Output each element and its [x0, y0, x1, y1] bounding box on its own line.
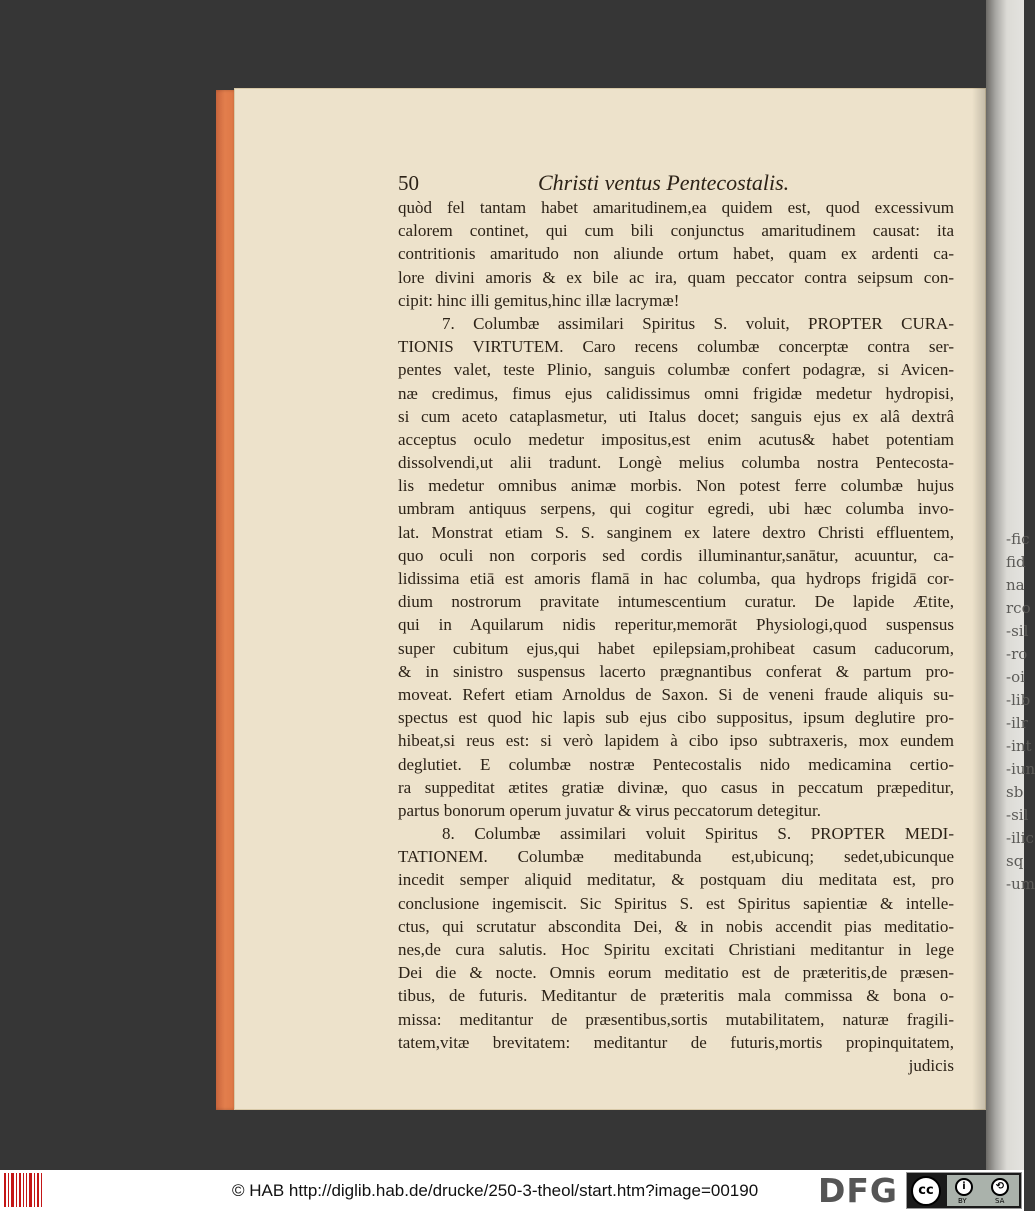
text-line: nes,de cura salutis. Hoc Spiritu excitati Christiani meditantur in lege [398, 940, 954, 959]
text-line: lis medetur omnibus animæ morbis. Non potest ferre columbæ hujus [398, 476, 954, 496]
barcode-bar [26, 1173, 27, 1207]
next-page-text-fragment: sq [1006, 852, 1024, 870]
text-line: dissolvendi,ut alii tradunt. Longè melius columba nostra Pentecosta- [398, 453, 954, 473]
running-title: Christi ventus Pentecostalis. [538, 170, 790, 195]
text-line: ra suppeditat ætites gratiæ divinæ, quo casus in peccatum præpeditur, [398, 777, 954, 797]
barcode-bar [11, 1173, 14, 1207]
text-line: si cum aceto cataplasmetur, uti Italus docet; sanguis ejus ex alâ dextrâ [398, 406, 954, 426]
text-line: acceptus oculo medetur impositus,est enim acutus& habet potentiam [398, 429, 954, 449]
next-page-text-fragment: -fic [1006, 530, 1030, 548]
text-line: tibus, de futuris. Meditantur de præteritis mala commissa & bona o- [398, 986, 954, 1006]
page-gutter-shadow [972, 88, 986, 1110]
text-line: lidissima etiā est amoris flamā in hac columba, qua hydrops frigidā cor- [398, 569, 954, 588]
footer-bar [0, 1170, 1024, 1211]
text-line: umbram antiquus serpens, qui cogitur egredi, ubi hæc columba invo- [398, 499, 954, 519]
text-line: cipit: hinc illi gemitus,hinc illæ lacrymæ! [398, 290, 680, 310]
copyright-link[interactable]: © HAB http://diglib.hab.de/drucke/250-3-theol/start.htm?image=00190 [232, 1181, 759, 1200]
barcode-bar [23, 1173, 24, 1207]
next-page-text-fragment: -ro [1006, 645, 1028, 663]
barcode-bar [41, 1173, 42, 1207]
next-page-text-fragment: rco [1006, 599, 1031, 617]
text-line: lore divini amoris & ex bile ac ira, quam peccator contra seipsum con- [398, 267, 954, 287]
text-line: & in sinistro suspensus lacerto prægnantibus conferat & partum pro- [398, 661, 954, 681]
text-line: tatem,vitæ brevitatem: meditantur de futuris,mortis propinquitatem, [398, 1032, 954, 1052]
text-line: quòd fel tantam habet amaritudinem,ea quidem est, quod excessivum [398, 198, 954, 217]
text-line: pentes valet, teste Plinio, sanguis columbæ confert podagræ, si Avicen- [398, 360, 954, 380]
hab-barcode-logo[interactable] [4, 1173, 48, 1207]
page-number: 50 [398, 171, 419, 195]
barcode-bar [34, 1173, 35, 1207]
text-line: calorem continet, qui cum bili conjunctus amaritudinem causat: ita [398, 221, 954, 241]
next-page-text-fragment: -sil [1006, 622, 1029, 640]
next-page-text-fragment: -um [1006, 875, 1035, 893]
sa-icon: ⟲ [991, 1178, 1009, 1196]
cc-license-badge[interactable] [906, 1172, 1022, 1209]
next-page-text-fragment: -int [1006, 737, 1032, 755]
next-page-text-fragment: -ilr [1006, 714, 1028, 732]
next-page-sliver [986, 0, 1035, 1170]
text-line: missa: meditantur de præsentibus,sortis mutabilitatem, naturæ fragili- [398, 1009, 954, 1029]
next-page-text-fragment: -lib [1006, 691, 1031, 709]
page-header [398, 160, 954, 196]
text-line: 8. Columbæ assimilari voluit Spiritus S. PROPTER MEDI- [442, 824, 954, 844]
text-line: næ credimus, fimus ejus calidissimus omni frigidæ medetur hydropisi, [398, 383, 954, 403]
text-line: TATIONEM. Columbæ meditabunda est,ubicunq; sedet,ubicunque [398, 847, 954, 867]
text-line: TIONIS VIRTUTEM. Caro recens columbæ concerptæ contra ser- [398, 337, 954, 357]
text-line: conclusione ingemiscit. Sic Spiritus S. est Spiritus sapientiæ & intelle- [398, 893, 954, 913]
next-page-text-fragment: fid [1006, 553, 1026, 571]
barcode-bar [8, 1173, 9, 1207]
next-page-text-fragment: na [1006, 576, 1025, 594]
text-line: contritionis amaritudo non aliunde ortum habet, quam ex ardenti ca- [398, 244, 954, 264]
barcode-bar [19, 1173, 21, 1207]
text-line: quo oculi non corporis sed cordis illuminantur,sanātur, acuuntur, ca- [398, 545, 954, 565]
barcode-bar [4, 1173, 6, 1207]
barcode-bar [37, 1173, 39, 1207]
dfg-logo[interactable]: DFG [818, 1171, 899, 1210]
text-line: moveat. Refert etiam Arnoldus de Saxon. Si de veneni fraude aliquis su- [398, 684, 954, 704]
by-icon: i [955, 1178, 973, 1196]
catchword: judicis [908, 1055, 954, 1075]
cc-by-label: BY [958, 1197, 967, 1205]
next-page-text-fragment: sb [1006, 783, 1024, 801]
text-line: dium nostrorum pravitate intumescentium curatur. De lapide Ætite, [398, 592, 954, 612]
text-line: hibeat,si reus est: si verò lapidem à cibo ipso subtraxeris, mox eundem [398, 731, 954, 751]
cc-icon: cc [911, 1176, 941, 1206]
next-page-text-fragment: -oi [1006, 668, 1025, 686]
cc-sa-label: SA [995, 1197, 1005, 1205]
next-page-text-fragment: -iun [1006, 760, 1035, 778]
next-page-text-fragment: -sil [1006, 806, 1029, 824]
barcode-bar [29, 1173, 32, 1207]
text-line: deglutiet. E columbæ nostræ Pentecostalis nido medicamina certio- [398, 754, 954, 774]
barcode-bar [16, 1173, 17, 1207]
next-page-text-fragment: -ilic [1006, 829, 1034, 847]
body-text [398, 196, 954, 1077]
text-line: ctus, qui scrutatur abscondita Dei, & in nobis accendit pias meditatio- [398, 916, 954, 936]
text-line: partus bonorum operum juvatur & virus peccatorum detegitur. [398, 800, 822, 820]
cc-attribution-panel [947, 1175, 1019, 1206]
text-line: spectus est quod hic lapis sub ejus cibo suppositus, ipsum deglutire pro- [398, 708, 954, 728]
text-line: qui in Aquilarum nidis reperitur,memorāt Physiologi,quod suspensus [398, 615, 954, 635]
text-line: super cubitum ejus,qui habet epilepsiam,prohibeat casum caducorum, [398, 638, 954, 658]
text-line: lat. Monstrat etiam S. S. sanginem ex latere dextro Christi effluentem, [398, 522, 954, 542]
text-line: 7. Columbæ assimilari Spiritus S. voluit, PROPTER CURA- [442, 313, 954, 333]
page-text-block [398, 160, 954, 1077]
text-line: incedit semper aliquid meditatur, & postquam diu meditata est, pro [398, 870, 954, 890]
text-line: Dei die & nocte. Omnis eorum meditatio est de præteritis,de præsen- [398, 963, 954, 983]
